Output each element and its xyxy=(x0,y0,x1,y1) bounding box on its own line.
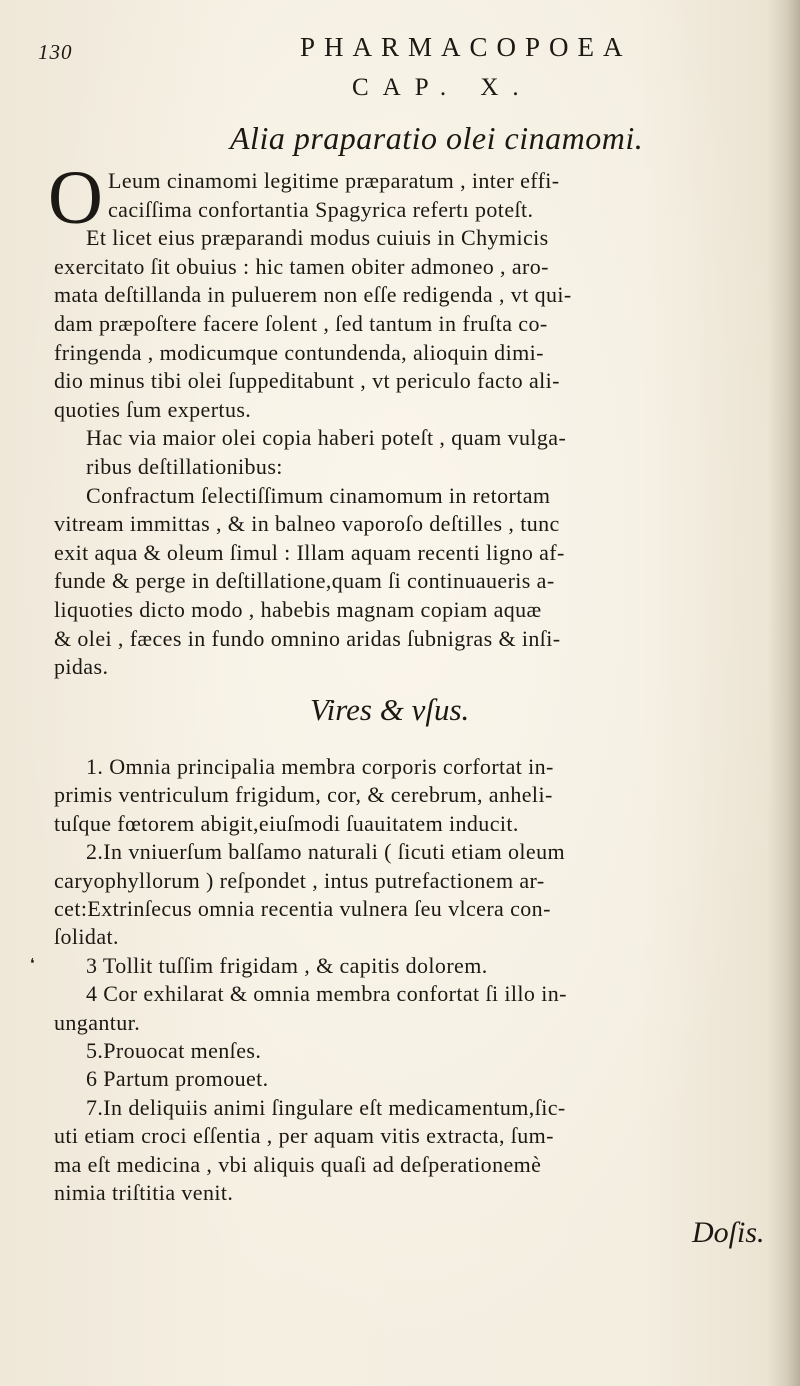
uses-line: ungantur. xyxy=(54,1010,141,1035)
body-line: funde & perge in deſtillatione,quam ſi continuaueris a- xyxy=(54,568,555,593)
body-line: dam præpoſtere facere ſolent , ſed tantum in fruſta co- xyxy=(54,311,548,336)
catchword: Doſis. xyxy=(692,1216,765,1249)
body-line: ribus deſtillationibus: xyxy=(86,454,283,479)
page-header xyxy=(38,26,738,66)
body-line: dio minus tibi olei ſuppeditabunt , vt periculo facto ali- xyxy=(54,368,560,393)
uses-line: cet:Extrinſecus omnia recentia vulnera ſeu vlcera con- xyxy=(54,896,551,921)
body-line: & olei , fæces in fundo omnino aridas ſubnigras & inſi- xyxy=(54,626,561,651)
body-line: exit aqua & oleum ſimul : Illam aquam recenti ligno af- xyxy=(54,540,565,565)
body-line: Hac via maior olei copia haberi poteſt , quam vulga- xyxy=(86,425,567,450)
body-line: quoties ſum expertus. xyxy=(54,397,252,422)
section-title: Alia praparatio olei cinamomi. xyxy=(230,120,644,156)
body-line: fringenda , modicumque contundenda, alioquin dimi- xyxy=(54,340,544,365)
uses-line: 7.In deliquiis animi ſingulare eſt medicamentum,ſic- xyxy=(86,1095,566,1120)
uses-line: 1. Omnia principalia membra corporis corfortat in- xyxy=(86,754,554,779)
page-number: 130 xyxy=(38,40,73,64)
body-line: Leum cinamomi legitime præparatum , inter effi- xyxy=(108,168,560,193)
margin-mark: ❛ xyxy=(30,957,35,972)
chapter-heading: CAP. X. xyxy=(352,74,533,101)
body-line: liquoties dicto modo , habebis magnam copiam aquæ xyxy=(54,597,542,622)
binding-shadow xyxy=(768,0,800,1386)
body-line: mata deſtillanda in puluerem non eſſe redigenda , vt qui- xyxy=(54,282,572,307)
uses-line: primis ventriculum frigidum, cor, & cerebrum, anheli- xyxy=(54,782,553,807)
uses-line: tuſque fœtorem abigit,eiuſmodi ſuauitatem inducit. xyxy=(54,811,519,836)
body-line: Confractum ſelectiſſimum cinamomum in retortam xyxy=(86,483,551,508)
uses-line: 2.In vniuerſum balſamo naturali ( ſicuti etiam oleum xyxy=(86,839,566,864)
uses-line: 5.Prouocat menſes. xyxy=(86,1038,262,1063)
running-head: PHARMACOPOEA xyxy=(300,32,632,62)
drop-cap: O xyxy=(48,156,103,240)
body-line: caciſſima confortantia Spagyrica refertı poteſt. xyxy=(108,197,534,222)
uses-line: caryophyllorum ) reſpondet , intus putrefactionem ar- xyxy=(54,868,545,893)
uses-line: 4 Cor exhilarat & omnia membra confortat ſi illo in- xyxy=(86,981,567,1006)
uses-line: 3 Tollit tuſſim frigidam , & capitis dolorem. xyxy=(86,953,488,978)
uses-line: nimia triſtitia venit. xyxy=(54,1180,234,1205)
body-line: pidas. xyxy=(54,654,109,679)
subsection-title: Vires & vſus. xyxy=(310,692,470,727)
body-line: vitream immittas , & in balneo vaporoſo deſtilles , tunc xyxy=(54,511,560,536)
body-line: exercitato ſit obuius : hic tamen obiter admoneo , aro- xyxy=(54,254,549,279)
uses-line: ma eſt medicina , vbi aliquis quaſi ad deſperationemè xyxy=(54,1152,542,1177)
uses-line: 6 Partum promouet. xyxy=(86,1066,269,1091)
body-line: Et licet eius præparandi modus cuiuis in Chymicis xyxy=(86,225,549,250)
uses-line: ſolidat. xyxy=(54,924,119,949)
uses-line: uti etiam croci eſſentia , per aquam vitis extracta, ſum- xyxy=(54,1123,554,1148)
